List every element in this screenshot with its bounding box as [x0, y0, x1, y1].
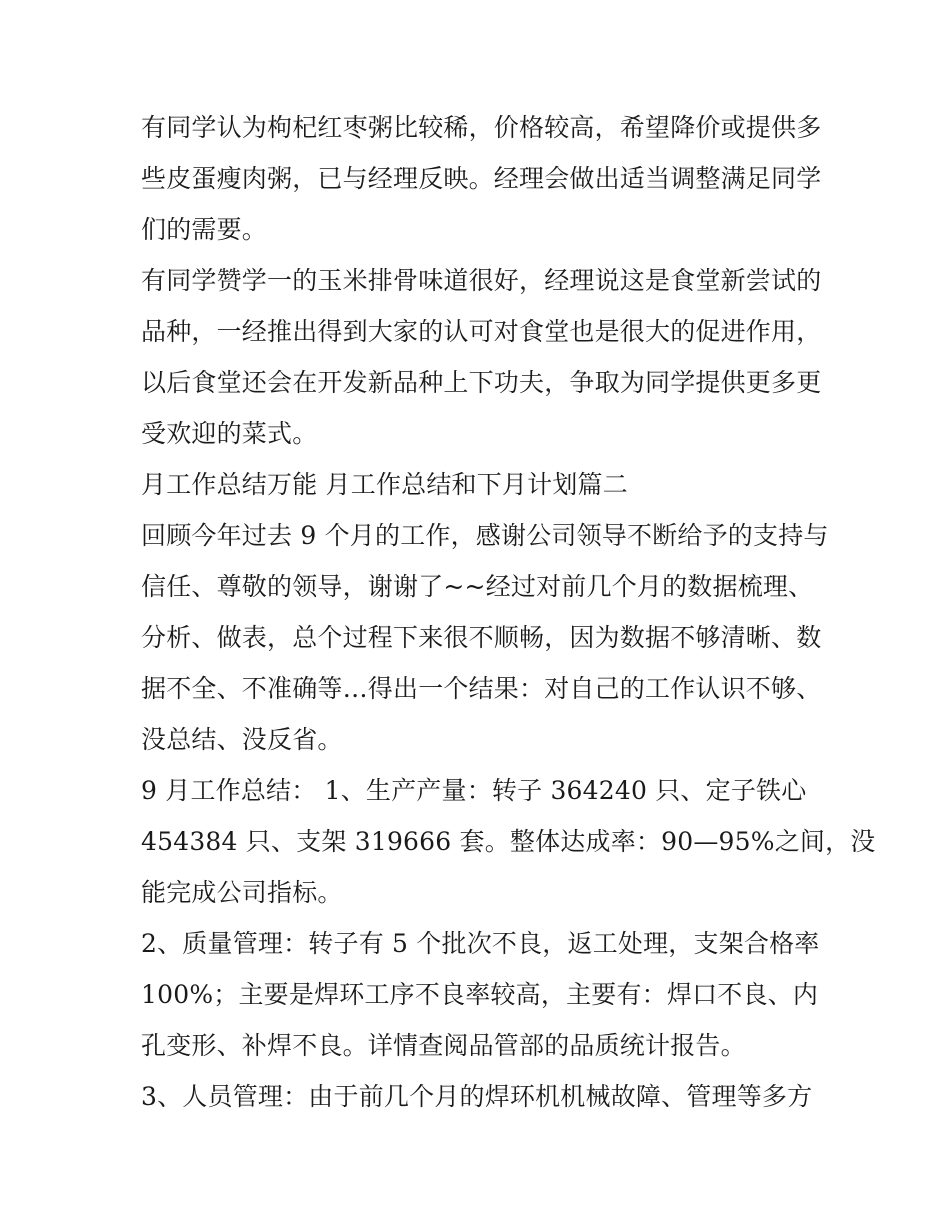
text-line: 些皮蛋瘦肉粥，已与经理反映。经理会做出适当调整满足同学: [141, 164, 822, 193]
text-line: 以后食堂还会在开发新品种上下功夫，争取为同学提供更多更: [141, 368, 822, 397]
text-line: 品种，一经推出得到大家的认可对食堂也是很大的促进作用，: [141, 317, 822, 346]
text-line: 分析、做表，总个过程下来很不顺畅，因为数据不够清晰、数: [141, 623, 822, 652]
text-line: 受欢迎的菜式。: [141, 419, 318, 448]
text-line: 9 月工作总结： 1、生产产量：转子 364240 只、定子铁心: [141, 776, 807, 805]
section-heading: 月工作总结万能 月工作总结和下月计划篇二: [141, 470, 628, 499]
text-line: 有同学赞学一的玉米排骨味道很好，经理说这是食堂新尝试的: [141, 266, 822, 295]
text-line: 2、质量管理：转子有 5 个批次不良，返工处理，支架合格率: [141, 929, 820, 958]
text-line: 3、人员管理：由于前几个月的焊环机机械故障、管理等多方: [141, 1082, 813, 1111]
text-line: 据不全、不准确等…得出一个结果：对自己的工作认识不够、: [141, 674, 822, 703]
text-line: 们的需要。: [141, 215, 268, 244]
text-line: 100%；主要是焊环工序不良率较高，主要有：焊口不良、内: [141, 980, 819, 1009]
text-line: 信任、尊敬的领导，谢谢了~~经过对前几个月的数据梳理、: [141, 572, 814, 601]
text-line: 454384 只、支架 319666 套。整体达成率：90—95%之间，没: [141, 827, 876, 856]
text-line: 回顾今年过去 9 个月的工作，感谢公司领导不断给予的支持与: [141, 521, 829, 550]
text-line: 能完成公司指标。: [141, 878, 343, 907]
text-line: 没总结、没反省。: [141, 725, 343, 754]
text-line: 有同学认为枸杞红枣粥比较稀，价格较高，希望降价或提供多: [141, 113, 822, 142]
text-line: 孔变形、补焊不良。详情查阅品管部的品质统计报告。: [141, 1031, 746, 1060]
